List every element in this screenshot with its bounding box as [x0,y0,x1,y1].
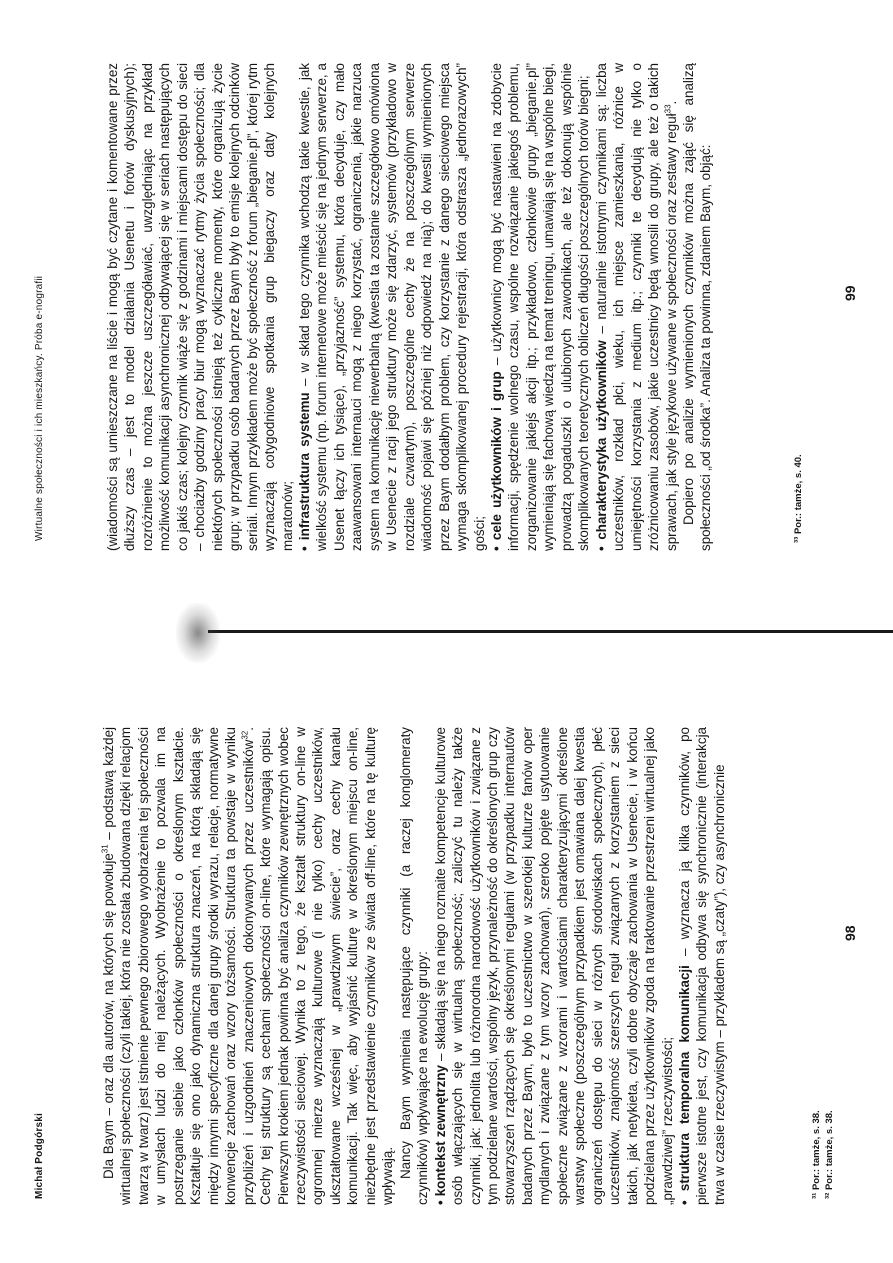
paragraph-intro [100,727,397,1205]
footnote-31: ³¹ Por.: tamże, s. 38. [811,1110,822,1199]
paragraph-intro-text-3: . Cechy tej struktury są cechami społeczności on-line, które wymagają opisu. Pierwszym krokiem jednak powinna być analiza czynników zewnętrznych wobec rzeczywistości sieciowej. Wynika to z tego, że kształt struktury on-line w ogromnej mierze wyznaczają kulturowe (i nie tylko) cechy uczestników, ukształtowane wcześniej w „prawdziwym świecie”, oraz cechy kanału komunikacji. Tak więc, aby wyjaśnić kulturę w określonym miejscu on-line, niezbędne jest przedstawienie czynników ze świata off-line, które na tę kulturę wpływają. [240,727,396,1205]
running-head-left: Michał Podgórski [34,1113,45,1199]
footnote-ref-31: 31 [100,844,110,854]
paragraph-intro-text: Dla Baym – oraz dla autorów, na których się powołuje [101,853,116,1179]
bullet-term: struktura temporalna komunikacji [676,965,692,1192]
footnotes-right [792,454,805,543]
bullet-icon: • [432,1196,448,1205]
bullet-text-end: . [663,100,679,105]
bullet-term: charakterystyka użytkowników [593,340,609,540]
paragraph-continuation: (wiadomości są umieszczane na liście i mogą być czytane i komentowane przez dłuższy czas – jest to model działania Usenetu i forów dyskusyjnych); rozróżnienie to można jeszcze uszczegóławiać, uwzględniając na przykład możliwość komunikacji asynchronicznej odbywającej się w seriach następujących co jakiś czas; kolejny czynnik wiąże się z godzinami i miejscami dostępu do sieci – chociażby godziny pracy biur mogą wyznaczać rytmy życia społeczności; dla niektórych społeczności istnieją też cykliczne momenty, które organizują życie grup; w przypadku osób badanych przez Baym były to emisje kolejnych odcinków seriali. Innym przykładem może być społeczność z forum „bieganie.pl”, której rytm wyznaczają cotygodniowe spotkania grup biegaczy oraz daty kolejnych maratonów; [105,63,295,551]
bullet-text: – użytkownicy mogą być nastawieni na zdobycie informacji, spędzenie wolnego czasu, wspólne rozwiązanie jakiegoś problemu, zorganizowanie jakiejś akcji itp.; przykładowo, członkowie grupy „bieganie.pl” wymieniają się fachową wiedzą na temat treningu, umawiają się na wspólne biegi, prowadzą pogaduszki o ulubionych zawodnikach, ale też dokonują wspólnie skomplikowanych teoretycznych obliczeń długości poszczególnych torów biegni; [488,63,592,551]
running-head-right: Wirtualne społeczności i ich mieszkańcy. Próba e-nografii [34,275,45,541]
page-number-left: 98 [842,925,858,941]
paragraph-intro-text-2: – podstawą każdej wirtualnej społeczności (czyli takiej, która nie została zbudowana dzięki relacjom twarzą w twarz) jest istnienie pewnego zbiorowego wyobrażenia tej społeczności w umysłach ludzi do niej należących. Wyobrażenie to pozwala im na postrzeganie siebie jako członków społeczności o określonym kształcie. Kształtuje się ono jako dynamiczna struktura znaczeń, na którą składają się między innymi specyficzne dla danej grupy środki wyrazu, relacje, normatywne konwencje zachowań oraz wzory tożsamości. Struktura ta powstaje w wyniku przybliżeń i uzgodnień znaczeniowych dokonywanych przez uczestników [101,727,256,1205]
page-number-right: 99 [842,285,858,301]
footnote-ref-32: 32 [240,730,250,740]
bullet-item-infrastructure [296,63,488,551]
bullet-item-temporal-structure [676,727,728,1205]
footnote-32: ³² Por.: tamże, s. 38. [824,1110,835,1199]
right-body-text [104,63,715,551]
bullet-icon: • [488,540,504,551]
left-page [0,632,893,1263]
right-page [0,0,893,631]
footnotes-left [810,1110,836,1199]
footnote-33: ³³ Por.: tamże, s. 40. [793,454,804,543]
paragraph-final: Dopiero po analizie wymienionych czynników można zająć się analizą społeczności „od środka”. Analiza ta powinna, zdaniem Baym, objąć: [680,63,714,551]
bullet-term: infrastruktura systemu [296,392,312,541]
bullet-text: – wyznacza ją kilka czynników, po pierwsze istotne jest, czy komunikacja odbywa się synchronicznie (interakcja trwa w czasie rzeczywistym – przykładem są „czaty”), czy asynchronicznie [676,727,727,1205]
left-body-text [100,727,728,1205]
bullet-item-external-context [432,727,676,1205]
bullet-icon: • [296,540,312,551]
bullet-term: cele użytkowników i grup [488,371,504,541]
footnote-ref-33: 33 [663,104,673,114]
bullet-text: – w skład tego czynnika wchodzą takie kwestie, jak wielkość systemu (np. forum internetowe może mieścić się na jednym serwerze, a Usenet łączy ich tysiące), „przyjazność” systemu, która decyduje, czy mało zaawansowani internauci mogą z niego korzystać, ograniczenia, jakie narzuca system na komunikację niewerbalną (kwestia ta zostanie szczegółowo omówiona w Usenecie z racji jego struktury może się zdarzyć, systemów (przykładowo w rozdziale czwartym), poszczególne cechy że na poszczególnym serwerze wiadomość pojawi się później niż odpowiedź na nią); do kwestii wymienionych przez Baym dodałbym problem, czy korzystanie z danego sieciowego miejsca wymaga skomplikowanej procedury rejestracji, która odstrasza „jednorazowych” gości; [296,63,487,551]
paragraph-factors: Nancy Baym wymienia następujące czynniki (a raczej konglomeraty czynników) wpływające na ewolucję grupy: [397,727,431,1205]
bullet-text: – składają się na niego rozmaite kompetencje kulturowe osób włączających się w wirtualną społeczność; zaliczyć tu należy także czynniki, jak: jednolita lub różnorodna narodowość użytkowników i związane z tym podzielane wartości, wspólny język, przynależność do określonych grup czy stowarzyszeń rządzących się określonymi regułami (w przypadku internautów badanych przez Baym, było to uczestnictwo w szerokiej kulturze fanów oper mydlanych i związane z tym wzory zachowań), szeroko pojęte usytuowanie społeczne związane z wzorami i wartościami charakteryzującymi określone warstwy społeczne (poszczególnym przypadkiem jest omawiana dalej kwestia ograniczeń dostępu do sieci w różnych środowiskach społecznych), płeć uczestników, znajomość szerszych reguł związanych z korzystaniem z sieci takich, jak netykieta, czyli dobre obyczaje zachowania w Usenecie, i w końcu podzielana przez użytkowników zgoda na traktowanie przestrzeni wirtualnej jako „prawdziwej” rzeczywistości; [432,727,675,1205]
bullet-term: kontekst zewnętrzny [432,1065,448,1197]
bullet-text: – naturalnie istotnymi czynnikami są: liczba uczestników, rozkład płci, wieku, ich miejsce zamieszkania, różnice w umiejętności korzystania z medium itp.; czynniki te decydują nie tylko o zróżnicowaniu zasobów, jakie uczestnicy będą wnosili do grupy, ale też o takich sprawach, jak style językowe używane w społeczności oraz zestawy reguł [593,63,679,551]
bullet-icon: • [593,539,609,551]
bullet-icon: • [676,1191,692,1205]
bullet-item-goals [488,63,593,551]
bullet-item-user-characteristics [593,63,680,551]
